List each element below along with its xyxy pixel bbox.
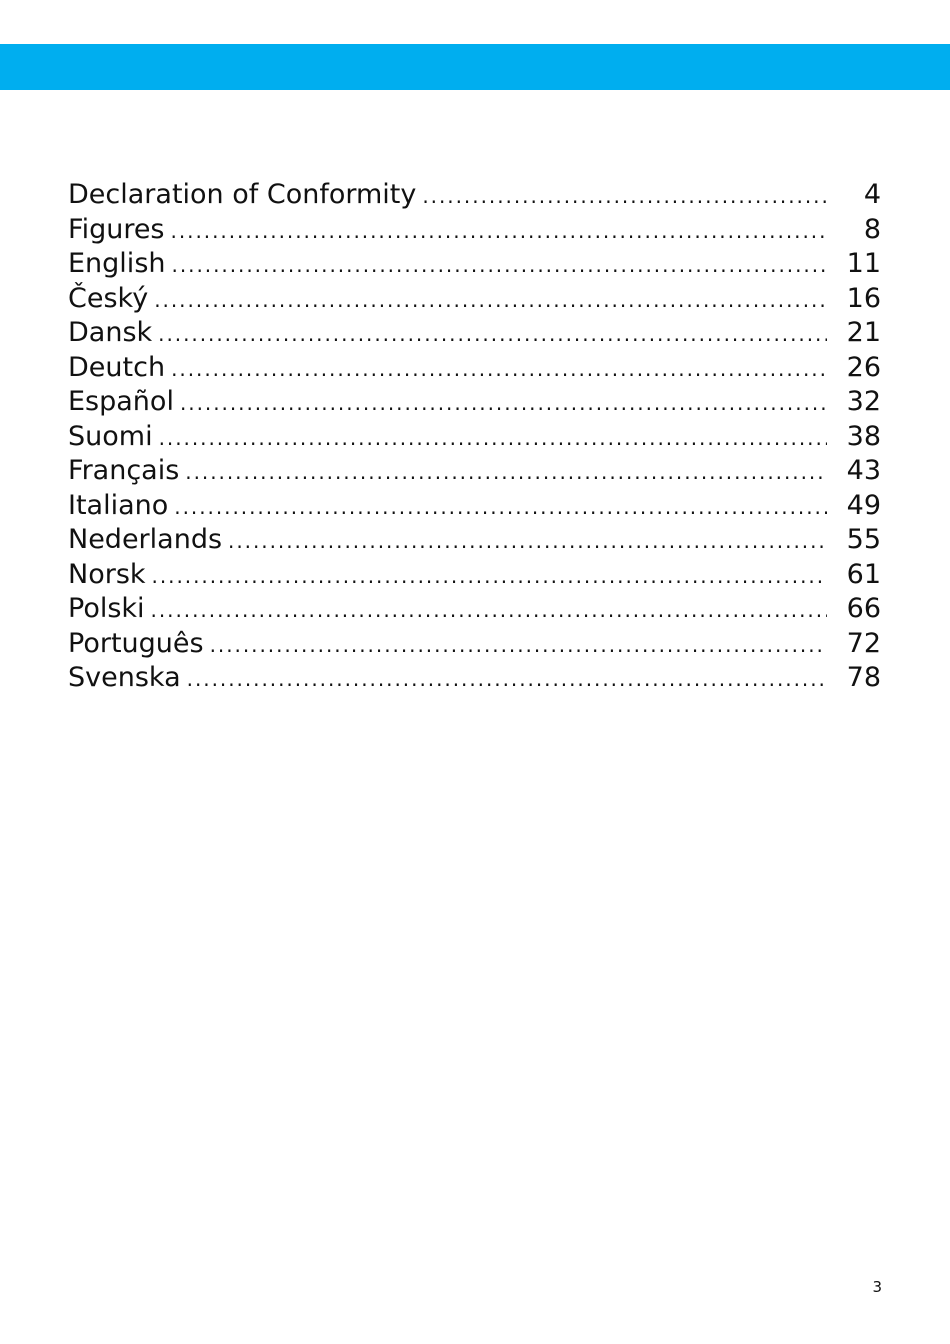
toc-entry-label: Figures: [68, 213, 165, 245]
toc-entry[interactable]: [68, 282, 881, 317]
toc-entry[interactable]: [68, 558, 881, 593]
toc-entry-label: Dansk: [68, 317, 153, 348]
toc-entry[interactable]: [68, 661, 881, 696]
dot-leader: [422, 179, 827, 214]
page-number: 3: [872, 1278, 882, 1296]
dot-leader: [174, 490, 827, 525]
toc-entry-label: Deutch: [68, 351, 166, 383]
dot-leader: [159, 421, 827, 456]
toc-entry-label: Suomi: [68, 420, 153, 452]
toc-entry[interactable]: [68, 316, 881, 351]
toc-entry-label: Declaration of Conformity: [68, 179, 417, 210]
toc-entry-page: 72: [846, 627, 881, 659]
toc-entry-page: 11: [846, 248, 881, 279]
toc-entry-page: 55: [846, 524, 881, 555]
toc-entry-page: 8: [863, 213, 881, 245]
toc-entry[interactable]: [68, 351, 881, 386]
dot-leader: [151, 593, 827, 628]
toc-entry[interactable]: [68, 592, 881, 627]
toc-entry-label: Norsk: [68, 558, 146, 590]
toc-entry-page: 21: [846, 317, 881, 348]
toc-entry-label: English: [68, 248, 166, 279]
dot-leader: [152, 559, 827, 594]
toc-entry[interactable]: [68, 454, 881, 489]
toc-entry-page: 26: [846, 351, 881, 383]
toc-entry-label: Português: [68, 627, 204, 659]
dot-leader: [172, 248, 828, 283]
toc-entry[interactable]: [68, 420, 881, 455]
dot-leader: [210, 628, 827, 663]
dot-leader: [171, 352, 827, 387]
toc-entry-page: 61: [846, 558, 881, 590]
toc-entry-label: Svenska: [68, 662, 181, 693]
toc-entry-page: 4: [863, 179, 881, 210]
dot-leader: [187, 662, 827, 697]
toc-entry-page: 78: [846, 662, 881, 693]
dot-leader: [171, 214, 827, 249]
toc-entry-page: 66: [846, 593, 881, 624]
table-of-contents: [68, 178, 881, 696]
dot-leader: [180, 386, 827, 421]
toc-entry-page: 32: [846, 386, 881, 417]
toc-entry-label: Polski: [68, 593, 145, 624]
toc-entry-label: Español: [68, 386, 174, 417]
toc-entry[interactable]: [68, 627, 881, 662]
dot-leader: [228, 524, 827, 559]
dot-leader: [185, 455, 827, 490]
dot-leader: [158, 317, 827, 352]
toc-entry-page: 16: [846, 282, 881, 314]
toc-entry[interactable]: [68, 523, 881, 558]
toc-entry-page: 49: [846, 489, 881, 521]
dot-leader: [154, 283, 827, 318]
toc-entry-page: 43: [846, 455, 881, 486]
toc-entry[interactable]: [68, 213, 881, 248]
toc-entry-label: Český: [68, 282, 149, 314]
header-band: [0, 44, 950, 90]
toc-entry-label: Français: [68, 455, 180, 486]
toc-entry-page: 38: [846, 420, 881, 452]
toc-entry-label: Nederlands: [68, 524, 223, 555]
toc-entry[interactable]: [68, 489, 881, 524]
toc-entry-label: Italiano: [68, 489, 169, 521]
toc-entry[interactable]: [68, 247, 881, 282]
toc-entry[interactable]: [68, 178, 881, 213]
toc-entry[interactable]: [68, 385, 881, 420]
